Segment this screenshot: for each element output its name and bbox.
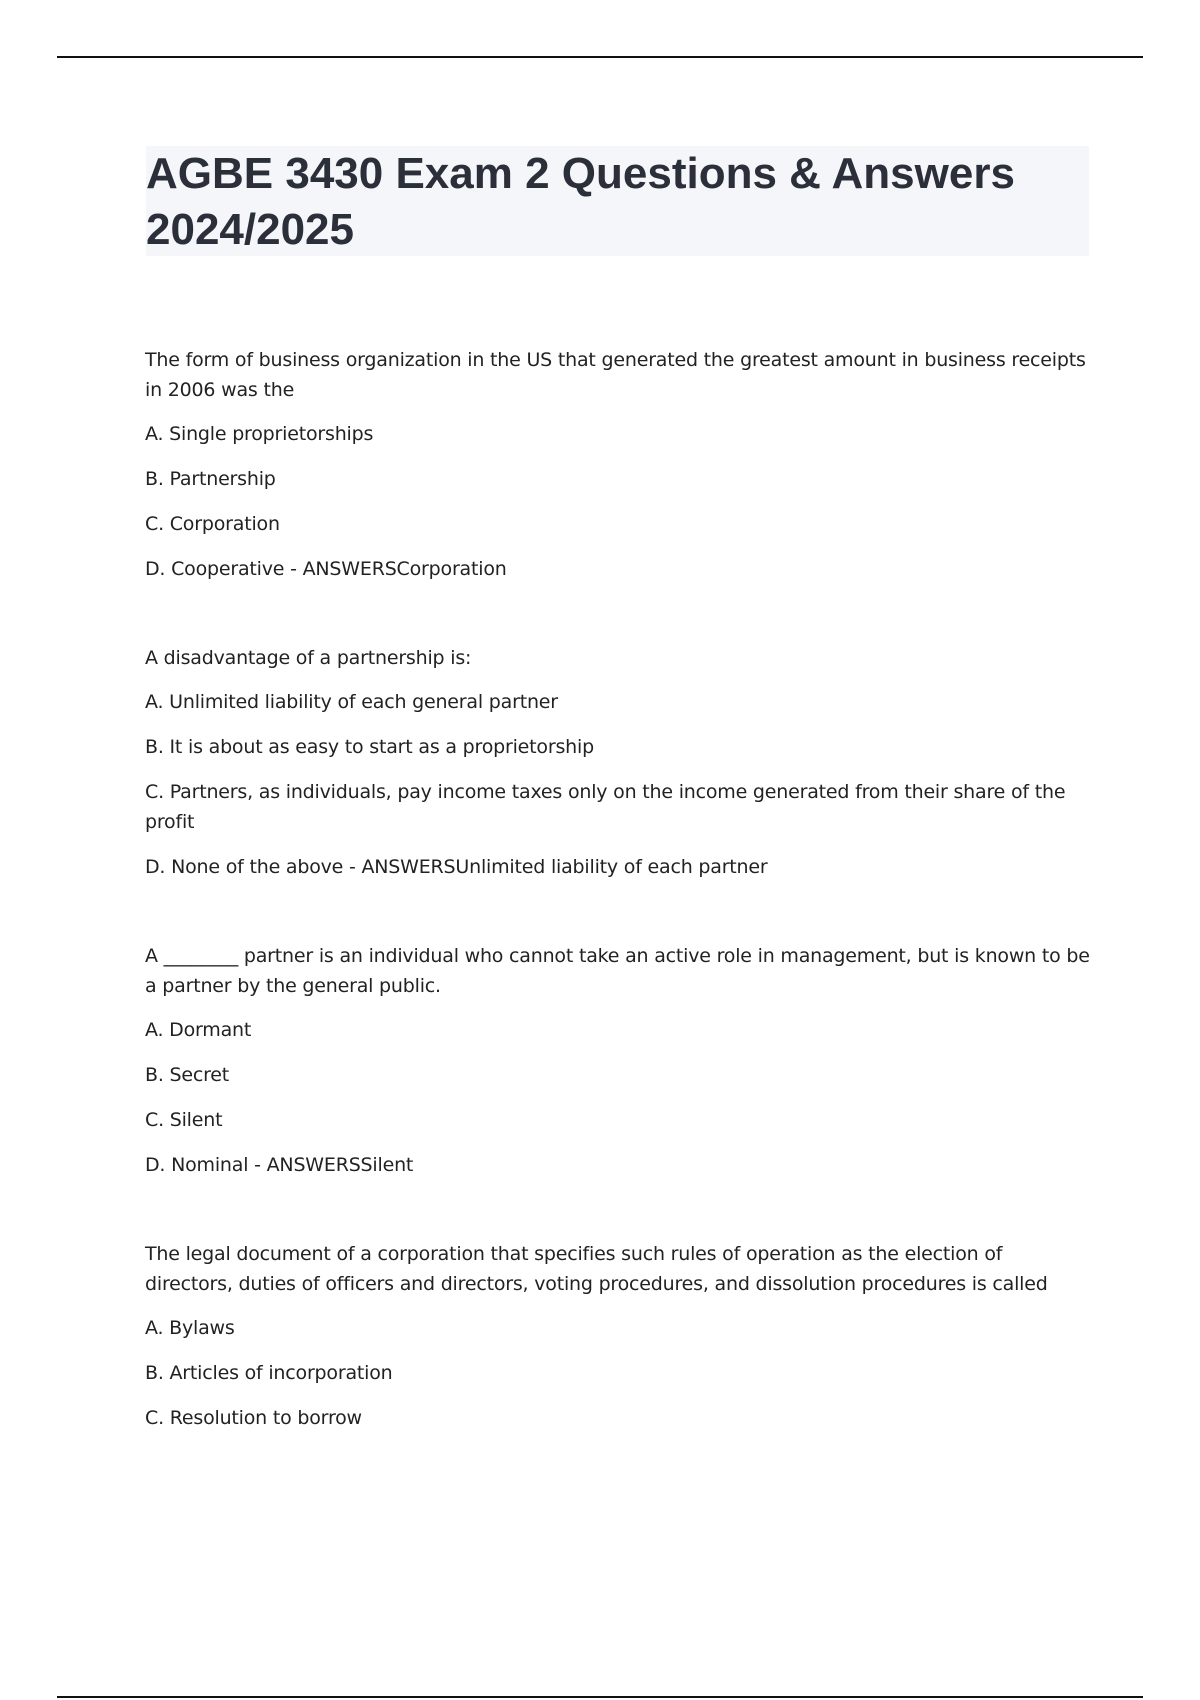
answer-option: C. Resolution to borrow [145,1407,362,1429]
answer-option: A. Single proprietorships [145,423,374,445]
answer-option: C. Partners, as individuals, pay income taxes only on the income generated from their share of the profit [145,781,1066,833]
question-text: The legal document of a corporation that specifies such rules of operation as the election of directors, duties of officers and directors, voting procedures, and dissolution procedures is called [145,1243,1048,1295]
answer-option: C. Silent [145,1109,223,1131]
top-divider [57,56,1143,58]
answer-option: A. Bylaws [145,1317,235,1339]
page-title: AGBE 3430 Exam 2 Questions & Answers 2024/2025 [146,149,1015,254]
answer-option: A. Unlimited liability of each general partner [145,691,558,713]
question-block [145,345,1095,584]
answer-option: D. Nominal - ANSWERSSilent [145,1154,414,1176]
question-block [145,643,1095,882]
answer-option: C. Corporation [145,513,280,535]
question-block [145,1239,1095,1433]
title-banner [146,146,1089,256]
questions-container [145,345,1095,1448]
question-text: A ________ partner is an individual who cannot take an active role in management, but is known to be a partner by the general public. [145,945,1090,997]
answer-option: B. Articles of incorporation [145,1362,393,1384]
bottom-divider [57,1696,1143,1698]
answer-option: A. Dormant [145,1019,252,1041]
answer-option: D. Cooperative - ANSWERSCorporation [145,558,507,580]
question-text: The form of business organization in the US that generated the greatest amount in business receipts in 2006 was the [145,349,1086,401]
question-block [145,941,1095,1180]
answer-option: D. None of the above - ANSWERSUnlimited liability of each partner [145,856,768,878]
answer-option: B. It is about as easy to start as a proprietorship [145,736,594,758]
answer-option: B. Partnership [145,468,276,490]
answer-option: B. Secret [145,1064,230,1086]
question-text: A disadvantage of a partnership is: [145,647,472,669]
